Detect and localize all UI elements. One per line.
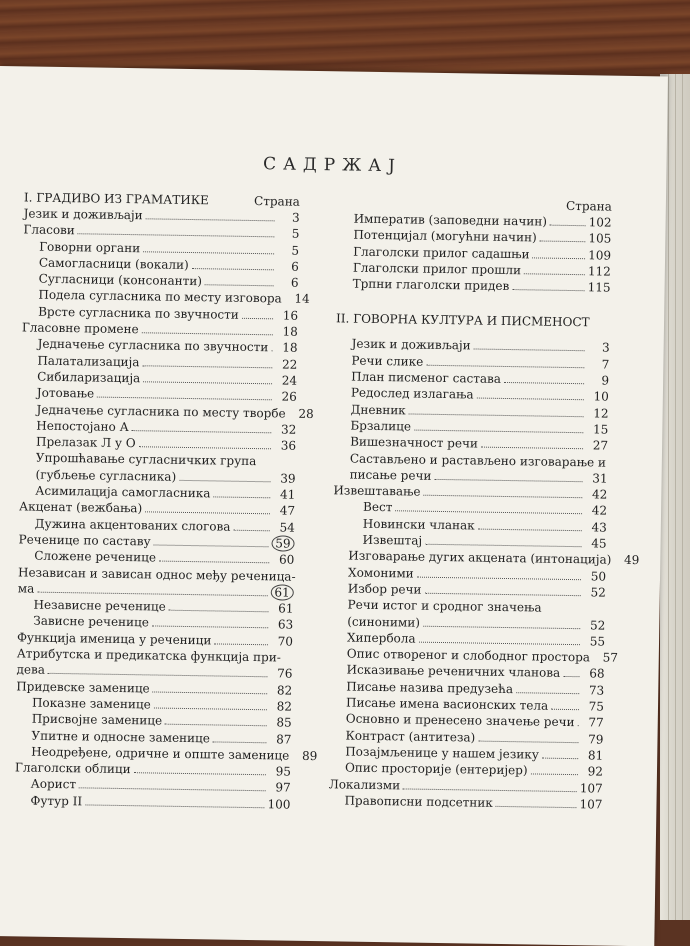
dot-leader <box>233 520 270 531</box>
toc-entry-page: 3 <box>588 341 610 355</box>
dot-leader <box>271 342 272 352</box>
dot-leader <box>242 309 273 319</box>
toc-entry-page: 107 <box>579 797 602 811</box>
dot-leader <box>48 664 268 677</box>
toc-entry-page: 45 <box>584 536 606 550</box>
dot-leader <box>139 437 272 449</box>
dot-leader <box>143 242 274 254</box>
toc-entry-label: Хомоними <box>332 565 414 580</box>
toc-entry-label: Говорни органи <box>23 239 140 255</box>
toc-entry-page: 60 <box>272 553 294 567</box>
toc-entry-label: Вишезначност речи <box>334 435 478 451</box>
toc-entry-page: 6 <box>277 276 299 290</box>
dot-leader <box>152 617 268 629</box>
toc-entry-label: Присвојне заменице <box>16 712 163 728</box>
toc-right-list-a <box>336 211 611 297</box>
toc-entry-label: Реченице по саставу <box>18 532 150 548</box>
toc-entry-label: Дужина акцентованих слогова <box>19 516 231 533</box>
toc-entry-label: Брзалице <box>334 418 411 433</box>
toc-entry-page: 52 <box>584 585 606 599</box>
dot-leader <box>532 248 585 259</box>
toc-entry-page: 102 <box>589 215 612 229</box>
dot-leader <box>414 421 583 434</box>
toc-entry-page: 31 <box>585 471 607 485</box>
toc-entry-page: 61 <box>270 585 293 599</box>
toc-entry-label: Гласовне промене <box>22 320 139 336</box>
toc-entry-label: Гласови <box>23 223 75 238</box>
toc-entry-page: 87 <box>269 732 291 746</box>
dot-leader <box>551 700 579 710</box>
toc-entry-page: 26 <box>275 390 297 404</box>
toc-entry-label: Потенцијал (могућни начин) <box>337 228 537 245</box>
toc-entry-label: Опис просторије (ентеријер) <box>329 760 528 777</box>
toc-entry-page: 10 <box>587 390 609 404</box>
page-title: САДРЖАЈ <box>0 150 667 180</box>
toc-entry-label: Локализми <box>329 777 401 792</box>
toc-entry-page: 95 <box>269 764 291 778</box>
dot-leader <box>478 519 582 531</box>
toc-entry-label: Јотовање <box>21 386 94 401</box>
toc-entry-page: 97 <box>269 781 291 795</box>
toc-entry-label: Речи истог и сродног значења <box>331 598 541 615</box>
dot-leader <box>169 601 269 613</box>
toc-entry-page: 9 <box>587 373 609 387</box>
toc-entry-label: Састављено и растављено изговарање и <box>334 451 606 469</box>
dot-leader <box>205 275 274 286</box>
toc-entry-page: 63 <box>271 618 293 632</box>
toc-entry-page: 68 <box>582 667 604 681</box>
toc-entry-label: писање речи <box>334 467 432 483</box>
toc-entry-label: Подела сугласника по месту изговора <box>22 288 282 306</box>
toc-entry-page: 82 <box>270 683 292 697</box>
toc-entry-page: 49 <box>617 553 639 567</box>
dot-leader <box>142 323 273 335</box>
toc-entry-label: Функција именица у реченици <box>17 630 212 647</box>
toc-entry-label: Асимилација самогласника <box>19 483 210 500</box>
dot-leader <box>544 603 580 613</box>
toc-entry-page: 3 <box>278 210 300 224</box>
toc-entry-label: ма <box>18 581 35 595</box>
dot-leader <box>424 584 580 596</box>
toc-entry-page: 92 <box>581 764 603 778</box>
toc-entry-page: 22 <box>275 357 297 371</box>
dot-leader <box>85 795 265 808</box>
dot-leader <box>154 535 269 547</box>
toc-entry-page: 81 <box>581 748 603 762</box>
dot-leader <box>512 280 585 291</box>
dot-leader <box>214 634 268 645</box>
dot-leader <box>423 486 582 498</box>
dot-leader <box>165 715 267 727</box>
toc-entry-label: Извештај <box>332 532 422 547</box>
toc-entry-page: 27 <box>586 439 608 453</box>
toc-entry-label: (синоними) <box>331 614 420 629</box>
dot-leader <box>540 232 586 243</box>
toc-entry-label: Независне реченице <box>17 597 165 613</box>
toc-entry-page: 79 <box>581 732 603 746</box>
toc-entry-label: Језик и доживљаји <box>24 206 143 222</box>
toc-entry-page: 5 <box>277 243 299 257</box>
toc-entry-page: 109 <box>588 248 611 262</box>
toc-left-column <box>14 190 300 813</box>
toc-entry-label: Дневник <box>335 402 406 417</box>
dot-leader <box>425 535 582 547</box>
toc-entry-label: Речи слике <box>335 353 423 368</box>
dot-leader <box>434 470 582 482</box>
dot-leader <box>259 457 271 466</box>
dot-leader <box>426 356 584 368</box>
toc-right-column <box>328 195 612 813</box>
toc-left-list <box>14 206 299 813</box>
toc-entry-label: Футур II <box>14 793 82 808</box>
toc-entry-page: 76 <box>270 667 292 681</box>
toc-entry-label: Независан и зависан однос међу реченица- <box>18 565 296 583</box>
toc-entry-page: 77 <box>582 716 604 730</box>
toc-entry-label: Хипербола <box>331 630 416 645</box>
dot-leader <box>192 259 274 270</box>
toc-entry-page: 54 <box>273 520 295 534</box>
dot-leader <box>478 731 578 743</box>
toc-entry-label: Језик и доживљаји <box>336 337 471 353</box>
toc-entry-label: Прелазак Л у О <box>20 435 136 451</box>
toc-entry-label: Самогласници (вокали) <box>23 255 189 272</box>
toc-entry-label: Опис отвореног и слободног простора <box>331 646 590 664</box>
dot-leader <box>145 503 270 515</box>
toc-entry-page: 18 <box>275 341 297 355</box>
toc-entry-page: 73 <box>582 683 604 697</box>
toc-entry-label: Упитне и односне заменице <box>15 728 210 745</box>
dot-leader <box>524 264 585 275</box>
dot-leader <box>419 632 581 645</box>
dot-leader <box>542 749 578 760</box>
toc-entry-page: 55 <box>583 634 605 648</box>
toc-entry <box>328 793 602 814</box>
toc-entry-page: 7 <box>587 357 609 371</box>
dot-leader <box>530 765 578 776</box>
dot-leader <box>563 667 579 677</box>
dot-leader <box>97 388 272 401</box>
toc-entry-label: Позајмљенице у нашем језику <box>329 744 539 761</box>
dot-leader <box>37 582 267 596</box>
toc-entry-label: Акценат (вежбања) <box>19 500 142 516</box>
page-column-label: Страна <box>254 194 300 211</box>
toc-entry-page: 15 <box>586 422 608 436</box>
dot-leader <box>159 552 269 564</box>
dot-leader <box>132 421 272 433</box>
toc-entry-label: Сугласници (консонанти) <box>23 272 203 289</box>
toc-entry-page: 57 <box>596 651 618 665</box>
toc-entry-label: Основно и пренесено значење речи <box>330 712 575 730</box>
toc-entry-label: План писменог састава <box>335 369 501 386</box>
toc-entry-page: 36 <box>274 439 296 453</box>
toc-entry-label: Глаголски прилог садашњи <box>337 244 530 261</box>
toc-entry-page: 70 <box>271 634 293 648</box>
toc-entry-page: 42 <box>585 504 607 518</box>
toc-entry-label: Глаголски облици <box>15 760 131 776</box>
toc-entry-label: Избор речи <box>332 581 422 596</box>
dot-leader <box>417 567 581 580</box>
toc-entry-page: 100 <box>267 797 290 811</box>
dot-leader <box>78 225 275 238</box>
toc-entry-page: 59 <box>271 536 294 550</box>
toc-entry-label: Врсте сугласника по звучности <box>22 304 239 321</box>
dot-leader <box>403 779 577 792</box>
dot-leader <box>395 502 582 515</box>
toc-entry-page: 89 <box>295 749 317 763</box>
toc-entry-page: 16 <box>276 308 298 322</box>
toc-entry-page: 52 <box>583 618 605 632</box>
toc-entry <box>14 793 290 814</box>
toc-entry-page: 85 <box>270 716 292 730</box>
dot-leader <box>142 356 272 368</box>
toc-entry-page: 107 <box>580 781 603 795</box>
toc-entry-label: Једначење сугласника по звучности <box>22 337 269 355</box>
toc-entry-page: 43 <box>585 520 607 534</box>
toc-entry-label: Палатализација <box>21 353 139 369</box>
section-title-speech-culture: II. ГОВОРНА КУЛТУРА И ПИСМЕНОСТ <box>336 307 610 335</box>
dot-leader <box>213 732 267 743</box>
dot-leader <box>477 389 584 401</box>
toc-entry-label: Вест <box>333 500 392 515</box>
toc-entry-label: Сложене реченице <box>18 549 156 565</box>
dot-leader <box>550 216 586 227</box>
toc-entry-page: 112 <box>588 264 611 278</box>
toc-entry-page: 32 <box>274 422 296 436</box>
toc-entry-label: Аорист <box>15 777 77 792</box>
dot-leader <box>578 716 579 726</box>
dot-leader <box>153 682 268 694</box>
toc-entry-label: Сибиларизација <box>21 369 140 385</box>
dot-leader <box>143 372 272 384</box>
toc-entry-label: Писање имена васионских тела <box>330 695 548 712</box>
toc-entry-label: Императив (заповедни начин) <box>338 211 548 228</box>
toc-entry-page: 18 <box>276 324 298 338</box>
toc-entry-page: 50 <box>584 569 606 583</box>
toc-right-list-b <box>328 337 609 814</box>
toc-entry-label: Неодређене, одричне и опште заменице <box>15 744 289 762</box>
toc-entry-page: 47 <box>273 504 295 518</box>
dot-leader <box>481 438 583 450</box>
toc-entry-label: Исказивање реченичних чланова <box>330 663 560 681</box>
toc-entry-label: Придевске заменице <box>16 679 150 695</box>
toc-entry-label: Упрошћавање сугласничких група <box>20 451 257 469</box>
toc-entry-page: 12 <box>587 406 609 420</box>
toc-entry-page: 14 <box>288 292 310 306</box>
toc-entry-page: 41 <box>273 487 295 501</box>
toc-entry-page: 24 <box>275 373 297 387</box>
toc-entry-page: 6 <box>277 259 299 273</box>
toc-entry-page: 105 <box>588 232 611 246</box>
toc-entry-page: 39 <box>273 471 295 485</box>
dot-leader <box>213 487 270 498</box>
toc-entry-label: Изговарање дугих акцената (интонација) <box>332 549 611 567</box>
toc-entry-label: Извештавање <box>333 483 420 498</box>
toc-entry-label: Показне заменице <box>16 695 151 711</box>
toc-entry-label: Правописни подсетник <box>328 793 493 810</box>
book-page <box>0 66 668 946</box>
dot-leader <box>474 340 585 352</box>
toc-entry-page: 82 <box>270 699 292 713</box>
toc-entry-label: Глаголски прилог прошли <box>337 260 521 277</box>
toc-entry-label: Атрибутска и предикатска функција при- <box>17 646 281 664</box>
toc-entry-label: Новински чланак <box>333 516 475 532</box>
toc-entry-label: Писање назива предузећа <box>330 679 513 696</box>
toc-entry-page: 75 <box>582 699 604 713</box>
dot-leader <box>504 373 584 384</box>
dot-leader <box>146 209 275 221</box>
page-column-label: Страна <box>566 199 612 216</box>
dot-leader <box>516 683 579 694</box>
dot-leader <box>496 797 577 808</box>
toc-entry-page: 42 <box>585 487 607 501</box>
toc-entry-label: Једначење сугласника по месту творбе <box>21 402 286 420</box>
dot-leader <box>79 779 266 792</box>
toc-entry-page: 28 <box>292 406 314 420</box>
dot-leader <box>134 763 266 775</box>
toc-entry-label: дева <box>16 663 45 677</box>
dot-leader <box>179 471 271 482</box>
toc-entry-label: Редослед излагања <box>335 386 474 402</box>
dot-leader <box>423 616 580 628</box>
toc-entry-page: 5 <box>277 227 299 241</box>
toc-entry-page: 61 <box>271 601 293 615</box>
toc-entry-page: 115 <box>588 280 611 294</box>
section-title-grammar: I. ГРАДИВО ИЗ ГРАМАТИКЕ <box>24 190 209 209</box>
dot-leader <box>409 404 584 417</box>
dot-leader <box>154 698 267 710</box>
toc-entry-label: Непостојано А <box>20 418 129 434</box>
toc-entry-label: (губљење сугласника) <box>19 467 176 483</box>
toc-entry-label: Контраст (антитеза) <box>329 728 475 744</box>
toc-entry-label: Трпни глаголски придев <box>337 277 510 294</box>
toc-entry-label: Зависне реченице <box>17 614 149 630</box>
